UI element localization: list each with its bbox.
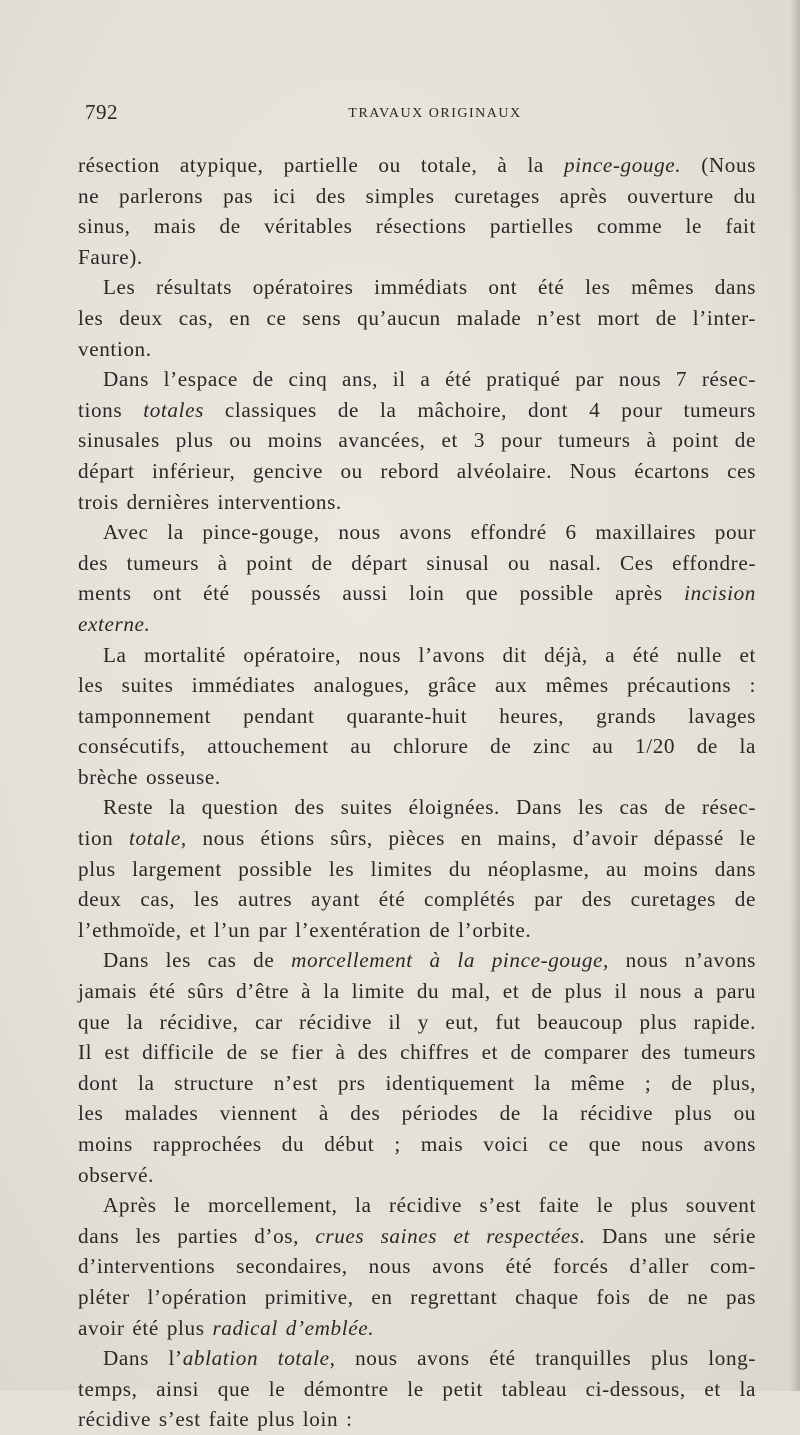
text-line [78, 854, 756, 885]
text-segment: nous avons été tranquilles plus long- [335, 1346, 757, 1371]
italic-text: pince-gouge. [563, 153, 682, 177]
text-line [78, 792, 756, 823]
text-line [78, 181, 756, 212]
text-segment: Dans une série [585, 1223, 756, 1248]
text-segment: ments ont été poussés aussi loin que possible après [78, 581, 685, 606]
text-line [78, 1221, 756, 1252]
text-line [78, 1068, 756, 1099]
italic-text: externe. [78, 611, 151, 636]
text-segment: observé. [78, 1162, 154, 1187]
text-segment: sinus, mais de véritables résections partielles comme le fait [78, 214, 756, 239]
body-text [78, 150, 756, 1435]
text-line [78, 211, 756, 242]
text-segment: classiques de la mâchoire, dont 4 pour tumeurs [203, 397, 757, 422]
text-line [78, 640, 756, 671]
text-segment: (Nous [681, 153, 757, 177]
text-line [78, 915, 756, 946]
text-segment: trois dernières interventions. [78, 489, 342, 514]
text-line [78, 762, 756, 793]
text-segment: départ inférieur, gencive ou rebord alvéolaire. Nous écartons ces [78, 458, 756, 483]
text-segment: les deux cas, en ce sens qu’aucun malade n’est mort de l’inter- [78, 305, 756, 330]
text-segment: des tumeurs à point de départ sinusal ou nasal. Ces effondre- [78, 550, 756, 575]
text-line [78, 272, 756, 303]
text-line [78, 150, 756, 181]
text-line [78, 1251, 756, 1282]
text-segment: dont la structure n’est prs identiquement la même ; de plus, [78, 1070, 756, 1095]
text-line [78, 242, 756, 273]
text-segment: Dans l’ [103, 1346, 183, 1371]
text-segment: plus largement possible les limites du néoplasme, au moins dans [78, 856, 756, 881]
text-line [78, 517, 756, 548]
italic-text: ablation totale, [182, 1346, 336, 1371]
text-segment: consécutifs, attouchement au chlorure de zinc au 1/20 de la [78, 734, 756, 759]
text-line [78, 976, 756, 1007]
text-line [78, 945, 756, 976]
text-line [78, 548, 756, 579]
text-segment: Faure). [78, 244, 143, 269]
italic-text: totale, [129, 826, 187, 851]
text-line [78, 364, 756, 395]
text-line [78, 1037, 756, 1068]
text-line [78, 456, 756, 487]
text-line [78, 578, 756, 609]
text-line [78, 334, 756, 365]
text-segment: dans les parties d’os, [78, 1223, 316, 1248]
text-line [78, 1343, 756, 1374]
text-line [78, 1007, 756, 1038]
text-line [78, 395, 756, 426]
text-line [78, 1160, 756, 1191]
text-line [78, 1404, 756, 1435]
text-segment: résection atypique, partielle ou totale, à la [78, 153, 564, 177]
text-segment: nous n’avons [608, 948, 756, 973]
text-segment: Dans l’espace de cinq ans, il a été pratiqué par nous 7 résec- [103, 367, 756, 392]
text-line [78, 823, 756, 854]
text-segment: Il est difficile de se fier à des chiffres et de comparer des tumeurs [78, 1040, 756, 1065]
text-segment: Avec la pince-gouge, nous avons effondré 6 maxillaires pour [103, 520, 756, 545]
text-line [78, 1374, 756, 1405]
text-line [78, 425, 756, 456]
text-segment: ne parlerons pas ici des simples curetages après ouverture du [78, 183, 756, 208]
text-line [78, 701, 756, 732]
text-segment: moins rapprochées du début ; mais voici ce que nous avons [78, 1132, 756, 1156]
text-segment: sinusales plus ou moins avancées, et 3 pour tumeurs à point de [78, 428, 756, 453]
text-line [78, 1098, 756, 1129]
italic-text: crues saines et respectées. [315, 1223, 586, 1248]
text-segment: deux cas, les autres ayant été complétés par des curetages de [78, 887, 756, 912]
text-segment: brèche osseuse. [78, 764, 221, 789]
text-segment: Dans les cas de [103, 948, 292, 973]
text-line [78, 1282, 756, 1313]
text-line [78, 731, 756, 762]
text-segment: tion [78, 826, 130, 851]
text-segment: nous étions sûrs, pièces en mains, d’avoir dépassé le [186, 826, 756, 851]
italic-text: incision [684, 581, 756, 606]
italic-text: radical d’emblée. [212, 1315, 375, 1340]
text-segment: jamais été sûrs d’être à la limite du mal, et de plus il nous a paru [78, 979, 756, 1004]
text-segment: tions [78, 397, 144, 422]
text-segment: récidive s’est faite plus loin : [78, 1407, 353, 1432]
text-line [78, 303, 756, 334]
text-line [78, 670, 756, 701]
text-segment: que la récidive, car récidive il y eut, fut beaucoup plus rapide. [78, 1009, 756, 1034]
text-segment: Reste la question des suites éloignées. Dans les cas de résec- [103, 795, 756, 820]
running-title: TRAVAUX ORIGINAUX [348, 106, 522, 121]
text-line [78, 1190, 756, 1221]
text-segment: avoir été plus [78, 1315, 213, 1340]
page-header [85, 100, 755, 130]
page-edge-shadow [790, 0, 800, 1391]
italic-text: morcellement à la pince-gouge, [291, 948, 609, 973]
text-line [78, 1129, 756, 1160]
text-segment: vention. [78, 336, 152, 361]
text-segment: tamponnement pendant quarante-huit heures, grands lavages [78, 703, 756, 728]
text-segment: La mortalité opératoire, nous l’avons dit déjà, a été nulle et [103, 642, 756, 667]
text-segment: Les résultats opératoires immédiats ont été les mêmes dans [103, 275, 756, 300]
page-number: 792 [85, 100, 118, 124]
italic-text: totales [143, 397, 204, 422]
text-segment: pléter l’opération primitive, en regrettant chaque fois de ne pas [78, 1284, 756, 1309]
text-line [78, 1313, 756, 1344]
text-line [78, 487, 756, 518]
text-line [78, 609, 756, 640]
text-segment: d’interventions secondaires, nous avons été forcés d’aller com- [78, 1254, 756, 1279]
text-segment: l’ethmoïde, et l’un par l’exentération de l’orbite. [78, 917, 532, 942]
text-segment: Après le morcellement, la récidive s’est faite le plus souvent [103, 1193, 756, 1218]
text-segment: les suites immédiates analogues, grâce aux mêmes précautions : [78, 673, 756, 698]
text-segment: les malades viennent à des périodes de la récidive plus ou [78, 1101, 756, 1126]
text-line [78, 884, 756, 915]
text-segment: temps, ainsi que le démontre le petit tableau ci-dessous, et la [78, 1376, 756, 1401]
